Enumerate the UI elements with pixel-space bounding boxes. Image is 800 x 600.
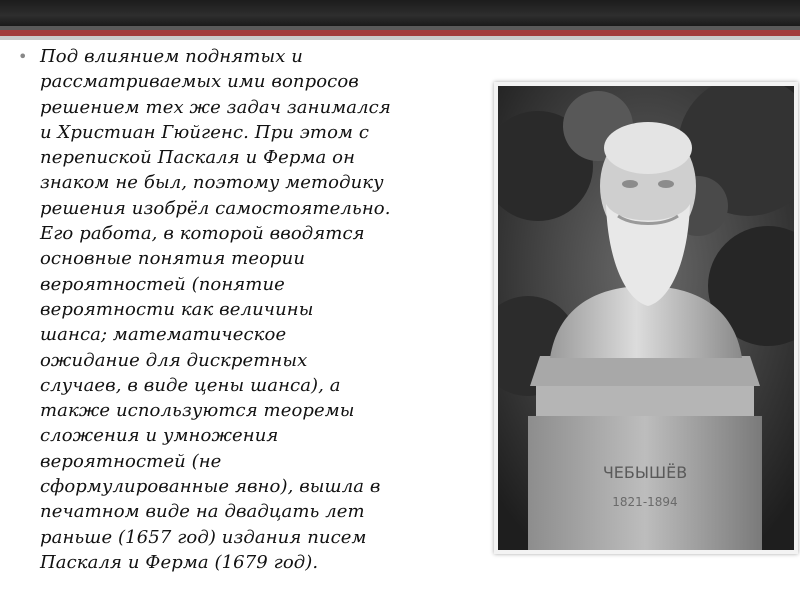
slide-body-text: Под влиянием поднятых и рассматриваемых ими вопросов решением тех же задач занимался и Христиан Гюйгенс. При этом с перепиской Паскаля и Ферма он знаком не был, поэтому методику решения изобрёл самостоятельно. Его работа, в которой вводятся основные понятия теории вероятностей (понятие вероятности как величины шанса; математическое ожидание для дискретных случаев, в виде цены шанса), а также используются теоремы сложения и умножения вероятностей (не сформулированные явно), вышла в печатном виде на двадцать лет раньше (1657 год) издания писем Паскаля и Ферма (1679 год).	[40, 46, 391, 573]
plaque-name: ЧЕБЫШЁВ	[602, 463, 688, 482]
slide-header-bar	[0, 0, 800, 26]
plaque-dates: 1821-1894	[612, 495, 678, 509]
header-stripe-gray	[0, 36, 800, 40]
monument-bust-photo-icon	[498, 86, 794, 550]
bullet-icon: •	[18, 47, 28, 66]
monument-photo	[494, 82, 798, 554]
slide-text-box	[18, 44, 488, 575]
